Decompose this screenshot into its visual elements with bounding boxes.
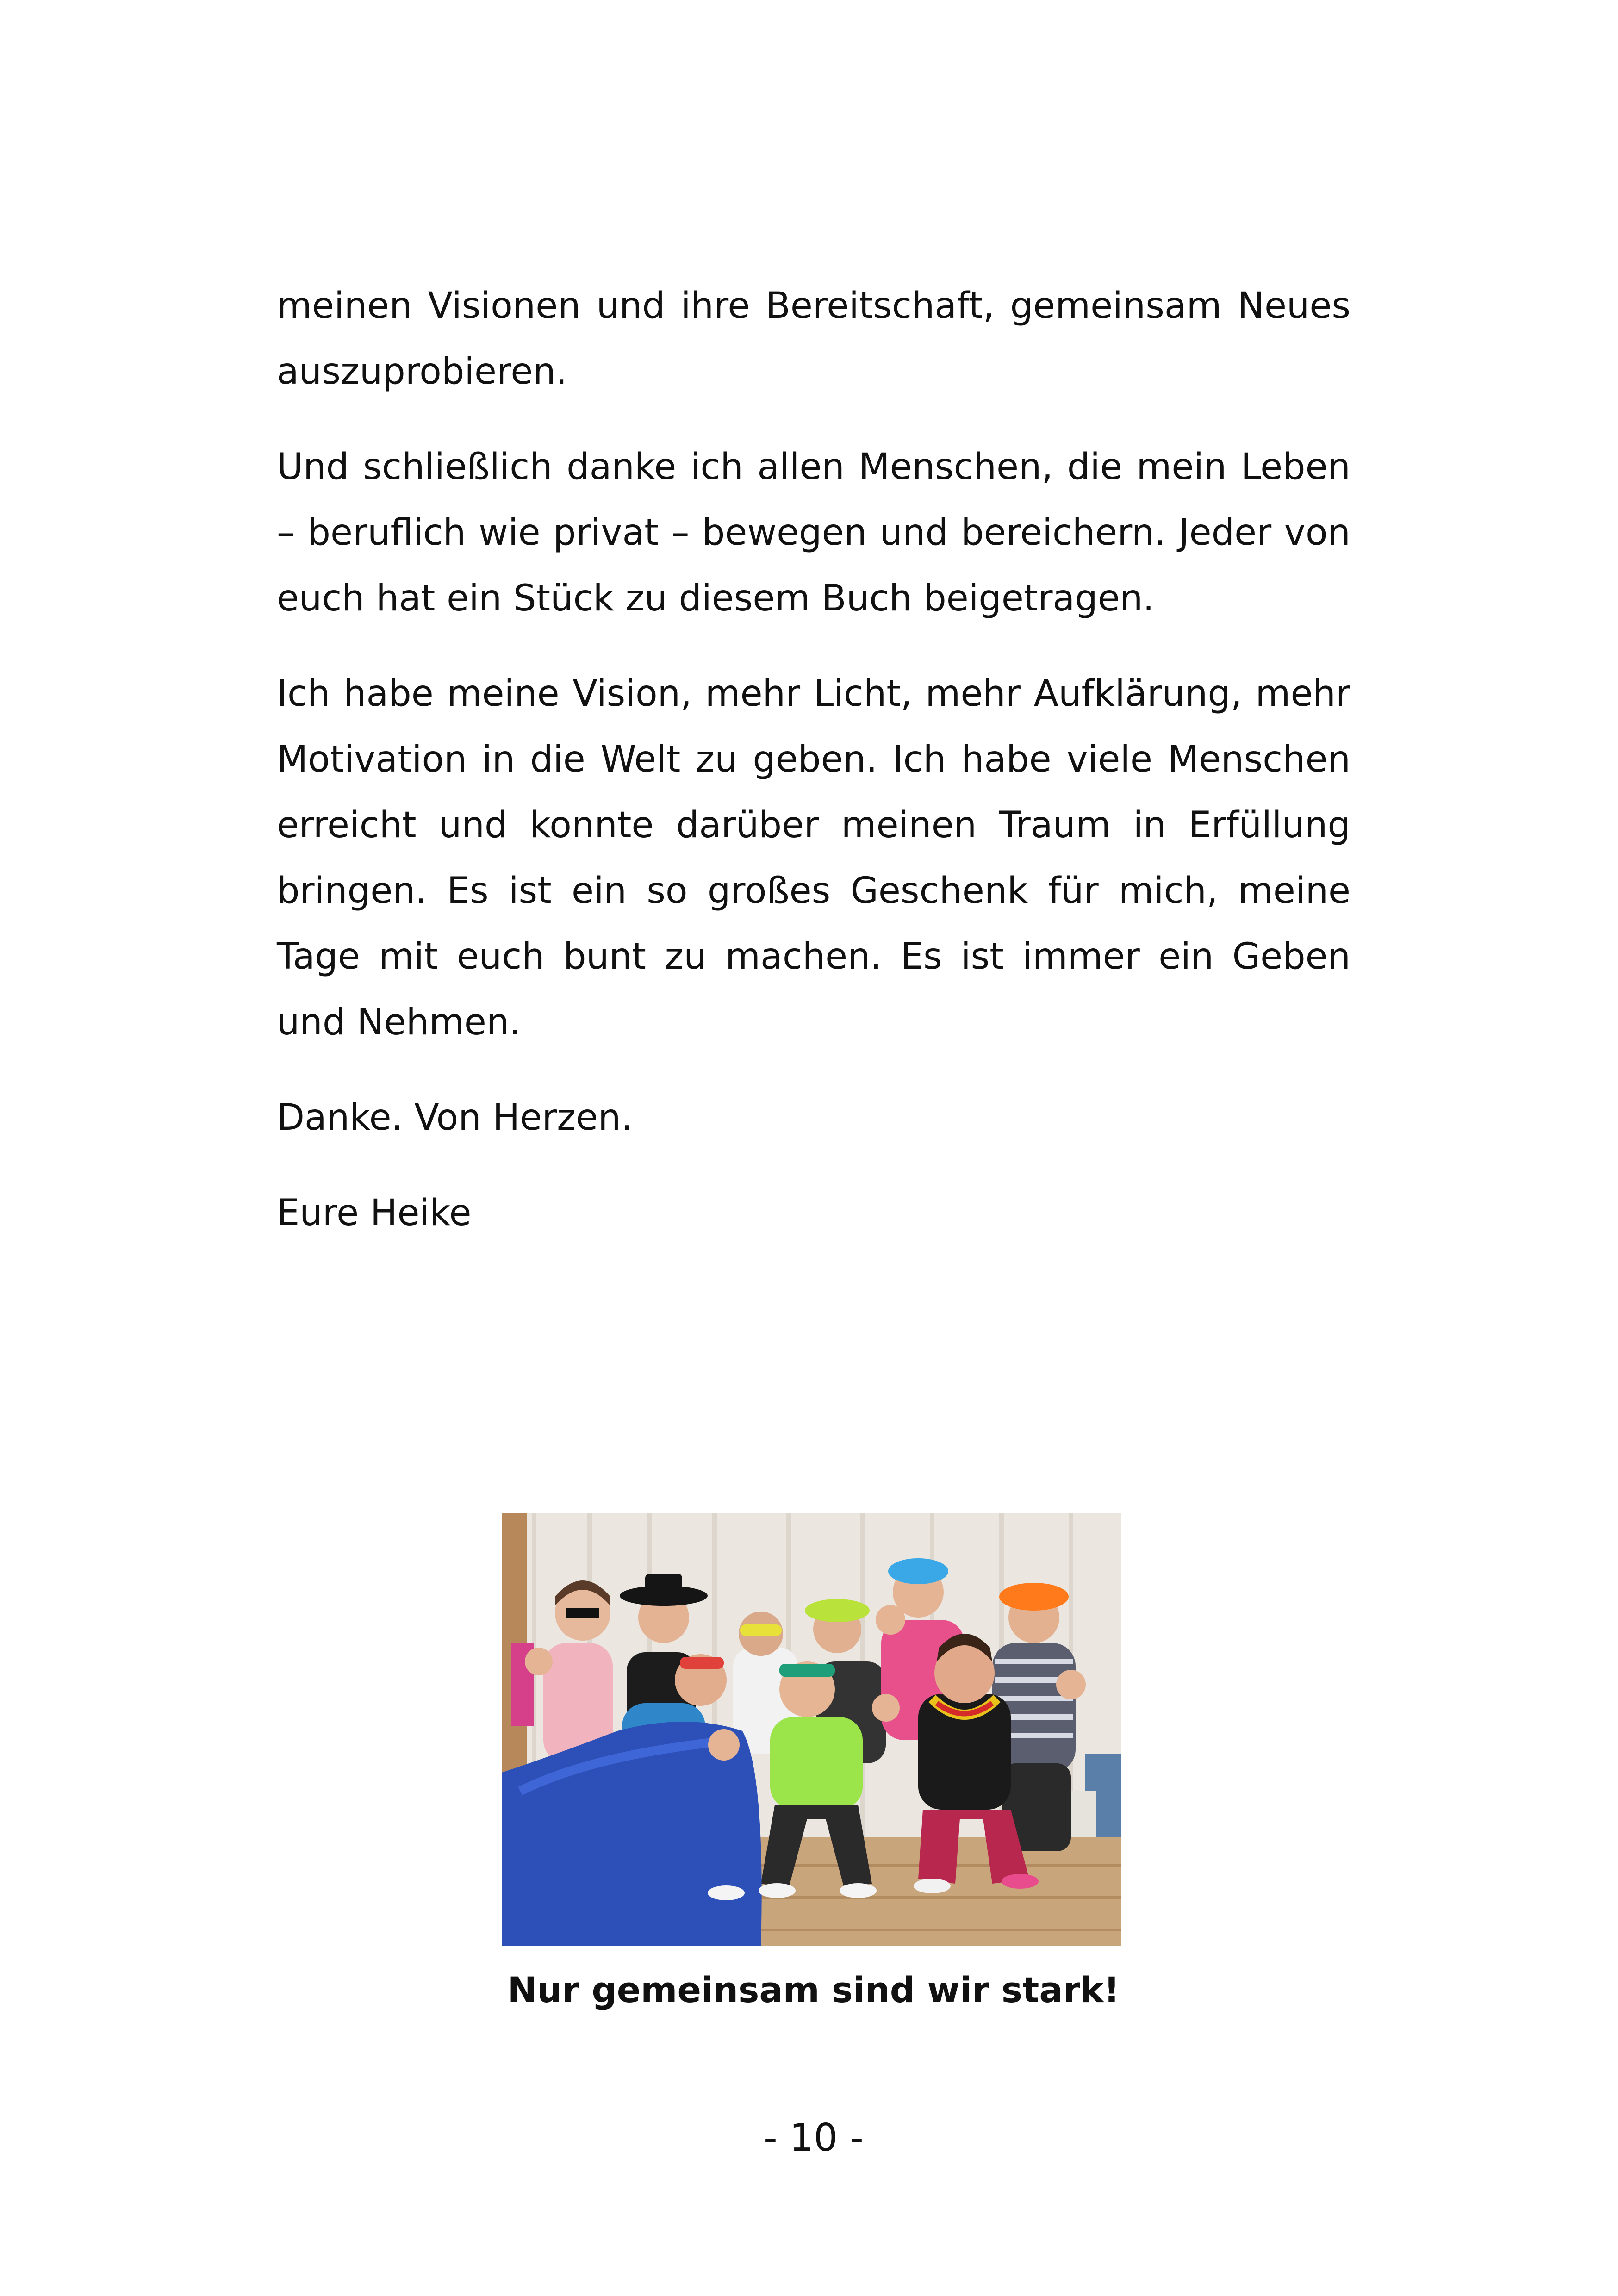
paragraph-2: Und schließlich danke ich allen Menschen, die mein Leben – beruflich wie privat – bewegen und bereichern. Jeder von euch hat ein Stück zu diesem Buch beigetragen. xyxy=(277,446,1350,619)
group-photo-illustration xyxy=(502,1513,1121,1946)
photo-caption: Nur gemeinsam sind wir stark! xyxy=(507,1969,1120,2010)
page-number: - 10 - xyxy=(764,2116,864,2160)
body-text xyxy=(277,273,1350,1276)
paragraph-3: Ich habe meine Vision, mehr Licht, mehr Aufklärung, mehr Motivation in die Welt zu geben. Ich habe viele Menschen erreicht und konnte darüber meinen Traum in Erfüllung bringen. Es ist ein so großes Geschenk für mich, meine Tage mit euch bunt zu machen. Es ist immer ein Geben und Nehmen. xyxy=(277,673,1350,1043)
paragraph-4: Danke. Von Herzen. xyxy=(277,1097,633,1139)
paragraph-5-signature: Eure Heike xyxy=(277,1192,472,1234)
group-photo xyxy=(502,1513,1121,1946)
paragraph-1: meinen Visionen und ihre Bereitschaft, gemeinsam Neues auszuprobieren. xyxy=(277,285,1350,392)
